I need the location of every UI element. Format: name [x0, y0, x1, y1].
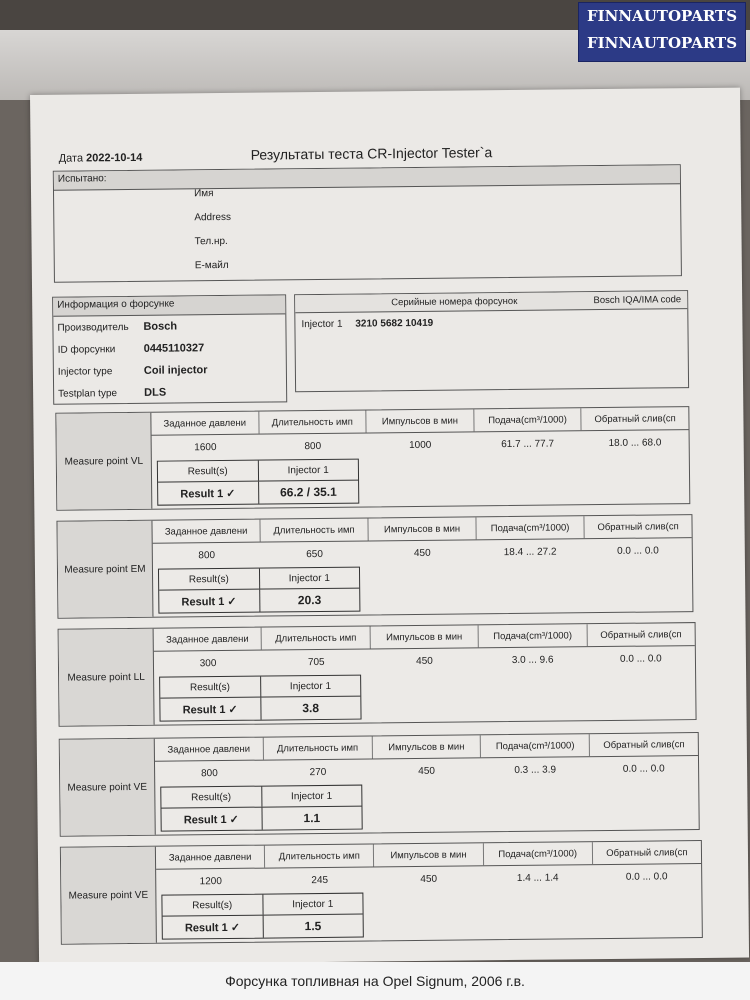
measure-point-values [153, 539, 692, 567]
info-key: Injector type [57, 365, 113, 378]
info-row [53, 314, 285, 338]
tested-heading: Испытано: [54, 165, 680, 191]
val-pulses-per-min: 1000 [409, 439, 432, 451]
val-return: 0.0 ... 0.0 [622, 762, 665, 775]
val-return: 18.0 ... 68.0 [608, 436, 662, 449]
result-table [158, 567, 360, 614]
result-s-label: Result(s) [160, 677, 261, 698]
result-1-label: Result 1 ✓ [163, 916, 264, 939]
col-delivery: Подача(cm³/1000) [476, 516, 584, 539]
report-title: Результаты теста CR-Injector Tester`a [250, 144, 493, 163]
injector-col-label: Injector 1 [289, 680, 332, 692]
info-value: 0445110327 [143, 342, 205, 355]
injector-label: Injector 1 [301, 318, 343, 331]
val-delivery: 3.0 ... 9.6 [511, 654, 554, 666]
result-row [163, 915, 363, 939]
injector-col-label: Injector 1 [292, 898, 334, 910]
col-delivery: Подача(cm³/1000) [479, 624, 588, 647]
val-pulses-per-min: 450 [418, 765, 435, 777]
info-value: DLS [144, 386, 167, 399]
logo-line-1: FINNAUTOPARTS [586, 7, 738, 25]
val-pulses-per-min: 450 [420, 873, 438, 885]
col-pulses-per-min: Импульсов в мин [367, 409, 475, 432]
col-pulse-duration: Длительность имп [262, 626, 371, 649]
val-pulse-duration: 270 [309, 766, 327, 778]
val-pressure: 800 [201, 767, 218, 779]
col-return: Обратный слив(сп [603, 738, 685, 751]
measure-point-label: Measure point VE [61, 847, 157, 944]
measure-point-label: Measure point LL [59, 629, 155, 726]
col-pressure: Заданное давлени [156, 846, 265, 869]
val-pulses-per-min: 450 [416, 655, 433, 667]
serial-title: Серийные номера форсунок [391, 295, 518, 309]
serial-numbers-section [294, 290, 689, 392]
val-return: 0.0 ... 0.0 [619, 652, 662, 665]
col-pulse-duration: Длительность имп [259, 410, 367, 433]
val-pulses-per-min: 450 [413, 547, 431, 559]
result-value: 1.1 [303, 811, 321, 826]
val-pulse-duration: 705 [307, 656, 325, 668]
val-delivery: 0.3 ... 3.9 [514, 764, 557, 776]
col-return: Обратный слив(сп [597, 520, 679, 533]
val-pressure: 800 [198, 549, 216, 561]
val-pulse-duration: 650 [306, 548, 323, 560]
info-key: Testplan type [58, 387, 118, 400]
col-pressure: Заданное давлени [151, 412, 259, 435]
col-delivery: Подача(cm³/1000) [481, 734, 590, 757]
field-email: Е-майл [194, 259, 229, 272]
result-row [161, 807, 361, 831]
result-header [159, 568, 359, 591]
measure-point-label: Measure point VL [56, 413, 152, 510]
col-delivery: Подача(cm³/1000) [474, 408, 582, 431]
result-header [161, 786, 361, 809]
field-name: Имя [193, 188, 214, 200]
logo-line-2: FINNAUTOPARTS [586, 34, 738, 52]
val-pressure: 300 [199, 657, 217, 669]
measure-point-values [154, 647, 695, 675]
tested-section [53, 164, 682, 283]
col-pulses-per-min: Импульсов в мин [372, 735, 481, 758]
result-row [159, 589, 359, 613]
col-pressure: Заданное давлени [155, 738, 264, 761]
measure-point-block [56, 514, 693, 619]
result-value: 3.8 [302, 701, 320, 716]
date-label: Дата [58, 152, 84, 165]
result-value: 66.2 / 35.1 [279, 484, 337, 500]
result-1-label: Result 1 ✓ [158, 482, 259, 505]
col-pulses-per-min: Импульсов в мин [374, 843, 483, 866]
result-header [162, 894, 362, 917]
iqa-code-title: Bosch IQA/IMA code [593, 294, 682, 307]
test-report-sheet [30, 88, 749, 965]
injector-info-section [52, 294, 287, 404]
col-return: Обратный слив(сп [594, 412, 676, 425]
val-pressure: 1200 [199, 875, 222, 887]
injector-info-heading: Информация о форсунке [53, 295, 285, 316]
info-row [54, 336, 286, 360]
result-row [158, 481, 358, 505]
info-row [54, 358, 286, 382]
measure-point-block [60, 840, 703, 945]
result-s-label: Result(s) [161, 787, 262, 808]
result-s-label: Result(s) [158, 461, 259, 482]
report-date [59, 152, 143, 165]
measure-point-values [155, 757, 698, 785]
measure-point-label: Measure point EM [57, 521, 153, 618]
result-value: 1.5 [304, 918, 322, 934]
measure-point-values [152, 431, 689, 459]
field-phone: Тел.нр. [194, 235, 228, 248]
val-return: 0.0 ... 0.0 [616, 544, 659, 557]
col-pressure: Заданное давлени [154, 628, 263, 651]
info-row [54, 380, 286, 404]
col-pulse-duration: Длительность имп [264, 736, 373, 759]
col-return: Обратный слив(сп [606, 846, 688, 859]
date-value: 2022-10-14 [86, 151, 143, 165]
col-pulses-per-min: Импульсов в мин [368, 517, 476, 540]
injector-serial: 3210 5682 10419 [355, 317, 434, 330]
result-s-label: Result(s) [162, 895, 263, 916]
val-pressure: 1600 [194, 441, 217, 453]
measure-point-label: Measure point VE [60, 739, 156, 836]
photo-caption: Форсунка топливная на Opel Signum, 2006 г.в. [0, 962, 750, 1000]
col-delivery: Подача(cm³/1000) [483, 842, 592, 865]
measure-point-block [58, 622, 697, 727]
brand-logo [578, 2, 746, 62]
val-pulse-duration: 800 [304, 440, 322, 452]
measure-point-block [55, 406, 690, 511]
info-value: Coil injector [143, 364, 208, 377]
result-table [159, 675, 361, 722]
measure-point-values [156, 865, 701, 893]
tested-fields [194, 188, 232, 284]
val-delivery: 1.4 ... 1.4 [516, 872, 559, 884]
result-table [160, 785, 362, 832]
val-delivery: 61.7 ... 77.7 [501, 438, 555, 450]
injector-col-label: Injector 1 [290, 790, 333, 802]
measure-point-block [59, 732, 700, 837]
col-pressure: Заданное давлени [152, 520, 260, 543]
col-pulse-duration: Длительность имп [265, 844, 374, 867]
info-value: Bosch [143, 320, 178, 333]
result-table [157, 459, 359, 506]
col-return: Обратный слив(сп [600, 628, 682, 641]
val-pulse-duration: 245 [311, 874, 329, 886]
result-1-label: Result 1 ✓ [159, 590, 260, 613]
injector-col-label: Injector 1 [287, 464, 329, 476]
result-s-label: Result(s) [159, 569, 260, 590]
val-delivery: 18.4 ... 27.2 [503, 546, 557, 558]
result-table [161, 893, 363, 940]
info-key: Производитель [57, 321, 129, 334]
result-header [158, 460, 358, 483]
result-1-label: Result 1 ✓ [161, 808, 262, 831]
info-key: ID форсунки [57, 343, 116, 356]
col-pulse-duration: Длительность имп [260, 518, 368, 541]
val-return: 0.0 ... 0.0 [625, 870, 668, 883]
col-pulses-per-min: Импульсов в мин [370, 625, 479, 648]
serial-row [295, 309, 687, 336]
result-row [160, 697, 360, 721]
field-address: Address [194, 211, 232, 224]
result-header [160, 676, 360, 699]
result-1-label: Result 1 ✓ [160, 698, 261, 721]
result-value: 20.3 [297, 592, 322, 608]
injector-col-label: Injector 1 [288, 572, 330, 584]
